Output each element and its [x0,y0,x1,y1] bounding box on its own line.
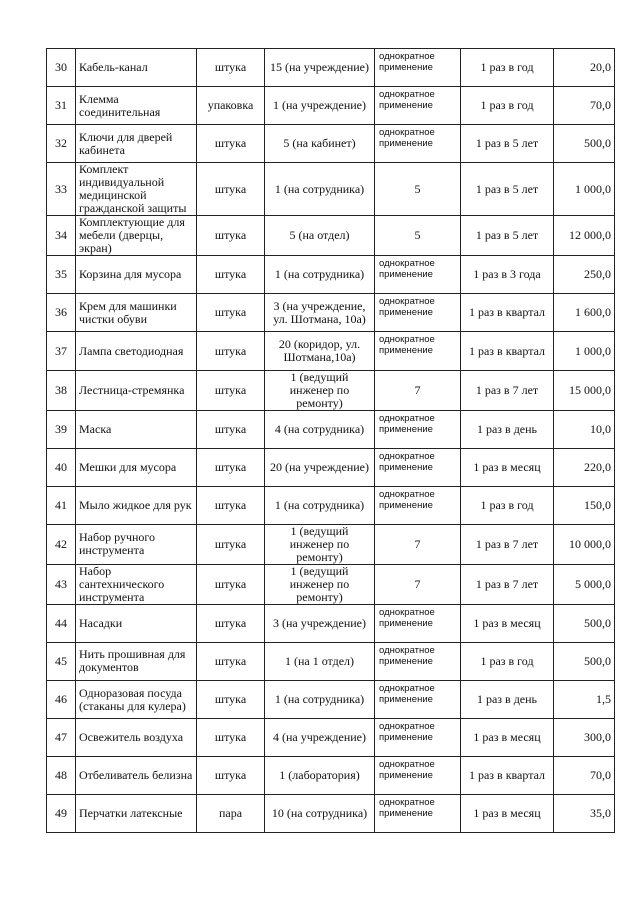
row-number-cell: 30 [47,49,76,87]
row-number-cell: 33 [47,163,76,216]
row-number-cell: 42 [47,524,76,564]
unit-of-measure-cell: пара [197,795,265,833]
unit-of-measure-cell: штука [197,370,265,410]
unit-of-measure-cell: штука [197,719,265,757]
usage-term-cell: однократное применение [375,448,461,486]
unit-of-measure-cell: штука [197,757,265,795]
replacement-period-cell: 1 раз в год [461,486,554,524]
usage-term-cell: однократное применение [375,332,461,370]
unit-price-cell: 500,0 [554,642,615,680]
item-name-cell: Крем для машинки чистки обуви [76,294,197,332]
table-row [47,681,615,719]
quantity-cell: 1 (ведущий инженер по ремонту) [265,370,375,410]
unit-price-cell: 220,0 [554,448,615,486]
row-number-cell: 46 [47,681,76,719]
table-row [47,125,615,163]
usage-term-cell: однократное применение [375,642,461,680]
quantity-cell: 1 (на сотрудника) [265,486,375,524]
quantity-cell: 1 (на сотрудника) [265,681,375,719]
unit-price-cell: 5 000,0 [554,564,615,604]
replacement-period-cell: 1 раз в 3 года [461,256,554,294]
unit-price-cell: 1 600,0 [554,294,615,332]
usage-term-cell: однократное применение [375,125,461,163]
replacement-period-cell: 1 раз в год [461,49,554,87]
quantity-cell: 1 (лаборатория) [265,757,375,795]
replacement-period-cell: 1 раз в 7 лет [461,370,554,410]
quantity-cell: 1 (ведущий инженер по ремонту) [265,564,375,604]
table-row [47,256,615,294]
row-number-cell: 35 [47,256,76,294]
table-body [47,49,615,833]
usage-term-cell: однократное применение [375,757,461,795]
unit-price-cell: 1 000,0 [554,163,615,216]
usage-term-cell: 5 [375,163,461,216]
quantity-cell: 4 (на сотрудника) [265,410,375,448]
supply-norms-table [46,48,615,833]
quantity-cell: 1 (на сотрудника) [265,256,375,294]
unit-price-cell: 500,0 [554,604,615,642]
row-number-cell: 40 [47,448,76,486]
unit-price-cell: 1,5 [554,681,615,719]
unit-price-cell: 10 000,0 [554,524,615,564]
unit-of-measure-cell: штука [197,125,265,163]
row-number-cell: 43 [47,564,76,604]
replacement-period-cell: 1 раз в 5 лет [461,125,554,163]
table-row [47,524,615,564]
quantity-cell: 20 (коридор, ул. Шотмана,10а) [265,332,375,370]
item-name-cell: Насадки [76,604,197,642]
row-number-cell: 47 [47,719,76,757]
row-number-cell: 36 [47,294,76,332]
quantity-cell: 1 (на 1 отдел) [265,642,375,680]
item-name-cell: Нить прошивная для документов [76,642,197,680]
unit-of-measure-cell: штука [197,163,265,216]
row-number-cell: 34 [47,216,76,256]
replacement-period-cell: 1 раз в год [461,87,554,125]
row-number-cell: 31 [47,87,76,125]
quantity-cell: 10 (на сотрудника) [265,795,375,833]
table-row [47,448,615,486]
row-number-cell: 49 [47,795,76,833]
replacement-period-cell: 1 раз в квартал [461,332,554,370]
item-name-cell: Набор сантехнического инструмента [76,564,197,604]
quantity-cell: 15 (на учреждение) [265,49,375,87]
replacement-period-cell: 1 раз в день [461,410,554,448]
usage-term-cell: однократное применение [375,294,461,332]
replacement-period-cell: 1 раз в месяц [461,604,554,642]
item-name-cell: Клемма соединительная [76,87,197,125]
item-name-cell: Кабель-канал [76,49,197,87]
table-row [47,332,615,370]
item-name-cell: Мешки для мусора [76,448,197,486]
item-name-cell: Комплект индивидуальной медицинской гражданской защиты [76,163,197,216]
row-number-cell: 39 [47,410,76,448]
unit-of-measure-cell: штука [197,332,265,370]
unit-price-cell: 20,0 [554,49,615,87]
unit-of-measure-cell: штука [197,564,265,604]
unit-of-measure-cell: штука [197,642,265,680]
unit-price-cell: 300,0 [554,719,615,757]
row-number-cell: 41 [47,486,76,524]
usage-term-cell: 7 [375,370,461,410]
quantity-cell: 1 (на учреждение) [265,87,375,125]
replacement-period-cell: 1 раз в месяц [461,795,554,833]
row-number-cell: 45 [47,642,76,680]
item-name-cell: Ключи для дверей кабинета [76,125,197,163]
item-name-cell: Одноразовая посуда (стаканы для кулера) [76,681,197,719]
table-row [47,719,615,757]
unit-price-cell: 70,0 [554,757,615,795]
quantity-cell: 5 (на кабинет) [265,125,375,163]
quantity-cell: 1 (на сотрудника) [265,163,375,216]
quantity-cell: 3 (на учреждение, ул. Шотмана, 10а) [265,294,375,332]
table-row [47,642,615,680]
unit-of-measure-cell: штука [197,216,265,256]
table-row [47,486,615,524]
unit-of-measure-cell: штука [197,486,265,524]
table-row [47,87,615,125]
usage-term-cell: однократное применение [375,49,461,87]
usage-term-cell: однократное применение [375,256,461,294]
unit-price-cell: 70,0 [554,87,615,125]
table-row [47,795,615,833]
quantity-cell: 3 (на учреждение) [265,604,375,642]
table-row [47,294,615,332]
replacement-period-cell: 1 раз в квартал [461,294,554,332]
unit-of-measure-cell: штука [197,294,265,332]
usage-term-cell: однократное применение [375,87,461,125]
item-name-cell: Перчатки латексные [76,795,197,833]
quantity-cell: 4 (на учреждение) [265,719,375,757]
row-number-cell: 38 [47,370,76,410]
table-row [47,163,615,216]
usage-term-cell: 7 [375,524,461,564]
usage-term-cell: 7 [375,564,461,604]
usage-term-cell: однократное применение [375,719,461,757]
item-name-cell: Освежитель воздуха [76,719,197,757]
item-name-cell: Лампа светодиодная [76,332,197,370]
unit-of-measure-cell: штука [197,681,265,719]
replacement-period-cell: 1 раз в месяц [461,719,554,757]
quantity-cell: 5 (на отдел) [265,216,375,256]
table-row [47,410,615,448]
replacement-period-cell: 1 раз в 5 лет [461,163,554,216]
unit-price-cell: 150,0 [554,486,615,524]
unit-of-measure-cell: штука [197,410,265,448]
replacement-period-cell: 1 раз в день [461,681,554,719]
unit-of-measure-cell: штука [197,524,265,564]
unit-price-cell: 15 000,0 [554,370,615,410]
usage-term-cell: однократное применение [375,604,461,642]
row-number-cell: 32 [47,125,76,163]
usage-term-cell: однократное применение [375,681,461,719]
usage-term-cell: 5 [375,216,461,256]
quantity-cell: 1 (ведущий инженер по ремонту) [265,524,375,564]
table-row [47,216,615,256]
unit-of-measure-cell: штука [197,49,265,87]
unit-price-cell: 250,0 [554,256,615,294]
unit-price-cell: 500,0 [554,125,615,163]
replacement-period-cell: 1 раз в 7 лет [461,524,554,564]
item-name-cell: Лестница-стремянка [76,370,197,410]
replacement-period-cell: 1 раз в квартал [461,757,554,795]
table-row [47,757,615,795]
unit-of-measure-cell: штука [197,256,265,294]
replacement-period-cell: 1 раз в 5 лет [461,216,554,256]
unit-of-measure-cell: штука [197,604,265,642]
unit-price-cell: 12 000,0 [554,216,615,256]
table-row [47,604,615,642]
item-name-cell: Маска [76,410,197,448]
table-row [47,49,615,87]
item-name-cell: Набор ручного инструмента [76,524,197,564]
unit-of-measure-cell: упаковка [197,87,265,125]
item-name-cell: Мыло жидкое для рук [76,486,197,524]
table-row [47,564,615,604]
row-number-cell: 44 [47,604,76,642]
replacement-period-cell: 1 раз в месяц [461,448,554,486]
table-row [47,370,615,410]
usage-term-cell: однократное применение [375,486,461,524]
usage-term-cell: однократное применение [375,795,461,833]
unit-price-cell: 1 000,0 [554,332,615,370]
item-name-cell: Комплектующие для мебели (дверцы, экран) [76,216,197,256]
quantity-cell: 20 (на учреждение) [265,448,375,486]
item-name-cell: Корзина для мусора [76,256,197,294]
unit-price-cell: 35,0 [554,795,615,833]
usage-term-cell: однократное применение [375,410,461,448]
item-name-cell: Отбеливатель белизна [76,757,197,795]
replacement-period-cell: 1 раз в 7 лет [461,564,554,604]
unit-of-measure-cell: штука [197,448,265,486]
replacement-period-cell: 1 раз в год [461,642,554,680]
unit-price-cell: 10,0 [554,410,615,448]
row-number-cell: 37 [47,332,76,370]
row-number-cell: 48 [47,757,76,795]
